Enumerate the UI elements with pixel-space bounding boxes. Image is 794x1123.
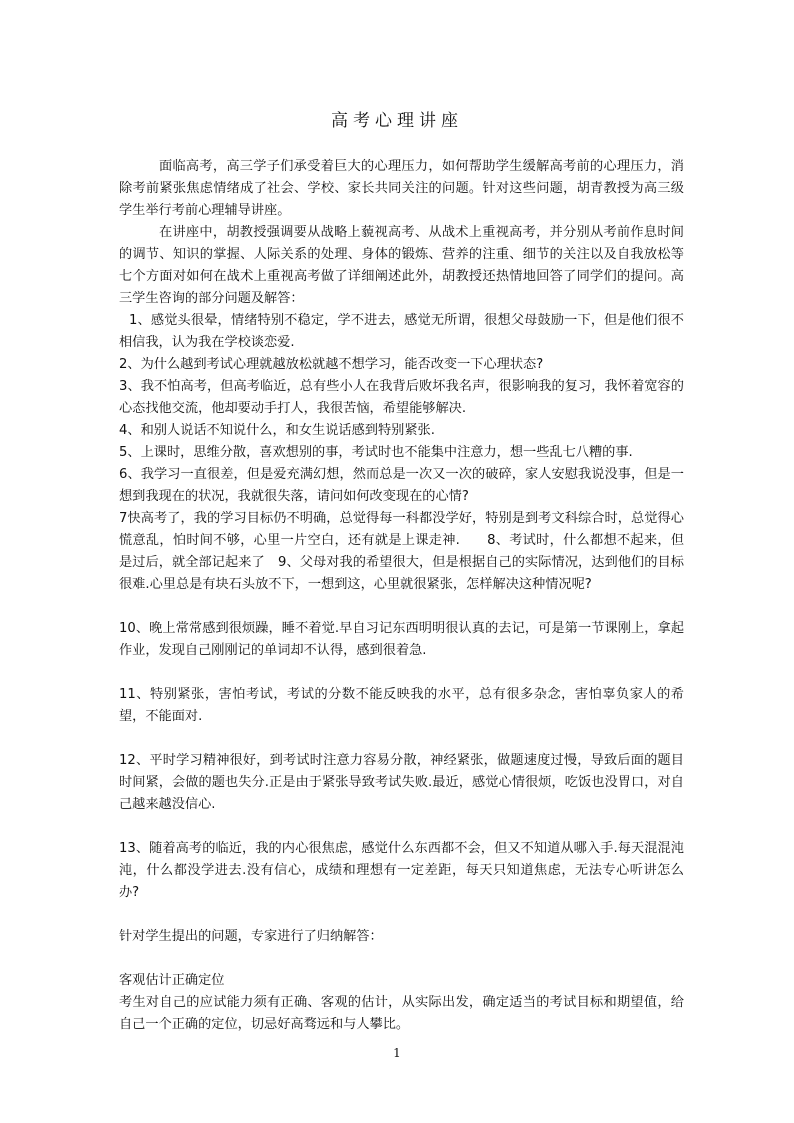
page-number: 1: [393, 1046, 401, 1060]
question-2: 2、为什么越到考试心理就越放松就越不想学习，能否改变一下心理状态?: [119, 357, 544, 372]
question-7-9: 7快高考了，我的学习目标仍不明确，总觉得每一科都没学好，特别是到考文科综合时，总觉得心慌意乱，怕时间不够，心里一片空白，还有就是上课走神. 8、考试时，什么都想不起来，但是过后，就全部记起来了 9、父母对我的希望很大，但是根据自己的实际情况，达到他们的目标很难.心里总是有块石头放不下，一想到这，心里就很紧张，怎样解决这种情况呢?: [119, 511, 684, 592]
question-5: 5、上课时，思维分散，喜欢想别的事，考试时也不能集中注意力，想一些乱七八糟的事.: [119, 445, 633, 460]
question-10: 10、晚上常常感到很烦躁，睡不着觉.早自习记东西明明很认真的去记，可是第一节课刚上，拿起作业，发现自己刚刚记的单词却不认得，感到很着急.: [119, 621, 684, 658]
section-body: 考生对自己的应试能力须有正确、客观的估计，从实际出发，确定适当的考试目标和期望值，给自己一个正确的定位，切忌好高骛远和与人攀比。: [119, 995, 684, 1032]
question-3: 3、我不怕高考，但高考临近，总有些小人在我背后败坏我名声，很影响我的复习，我怀着宽容的心态找他交流，他却要动手打人，我很苦恼，希望能够解决.: [119, 379, 684, 416]
page-title: 高考心理讲座: [331, 111, 463, 131]
question-11: 11、特别紧张，害怕考试，考试的分数不能反映我的水平，总有很多杂念，害怕辜负家人的希望，不能面对.: [119, 687, 684, 724]
question-12: 12、平时学习精神很好，到考试时注意力容易分散，神经紧张，做题速度过慢，导致后面的题目时间紧，会做的题也失分.正是由于紧张导致考试失败.最近，感觉心情很烦，吃饭也没胃口，对自己越来越没信心.: [119, 753, 684, 812]
question-13: 13、随着高考的临近，我的内心很焦虑，感觉什么东西都不会，但又不知道从哪入手.每天混混沌沌，什么都没学进去.没有信心，成绩和理想有一定差距，每天只知道焦虑，无法专心听讲怎么办?: [119, 841, 684, 900]
question-1: 1、感觉头很晕，情绪特别不稳定，学不进去，感觉无所谓，很想父母鼓励一下，但是他们很不相信我，认为我在学校谈恋爱.: [119, 313, 684, 350]
intro-paragraph-2: 在讲座中，胡教授强调要从战略上藐视高考、从战术上重视高考，并分别从考前作息时间的调节、知识的掌握、人际关系的处理、身体的锻炼、营养的注重、细节的关注以及自我放松等七个方面对如何在战术上重视高考做了详细阐述此外，胡教授还热情地回答了同学们的提问。高三学生咨询的部分问题及解答：: [119, 225, 684, 306]
document-body: [119, 156, 684, 1036]
summary-line: 针对学生提出的问题，专家进行了归纳解答：: [119, 929, 383, 944]
intro-paragraph-1: 面临高考，高三学子们承受着巨大的心理压力，如何帮助学生缓解高考前的心理压力，消除考前紧张焦虑情绪成了社会、学校、家长共同关注的问题。针对这些问题，胡青教授为高三级学生举行考前心理辅导讲座。: [119, 159, 684, 218]
question-4: 4、和别人说话不知说什么，和女生说话感到特别紧张.: [119, 423, 435, 438]
question-6: 6、我学习一直很差，但是爱充满幻想，然而总是一次又一次的破碎，家人安慰我说没事，但是一想到我现在的状况，我就很失落，请问如何改变现在的心情?: [119, 467, 684, 504]
section-heading: 客观估计正确定位: [119, 973, 225, 988]
